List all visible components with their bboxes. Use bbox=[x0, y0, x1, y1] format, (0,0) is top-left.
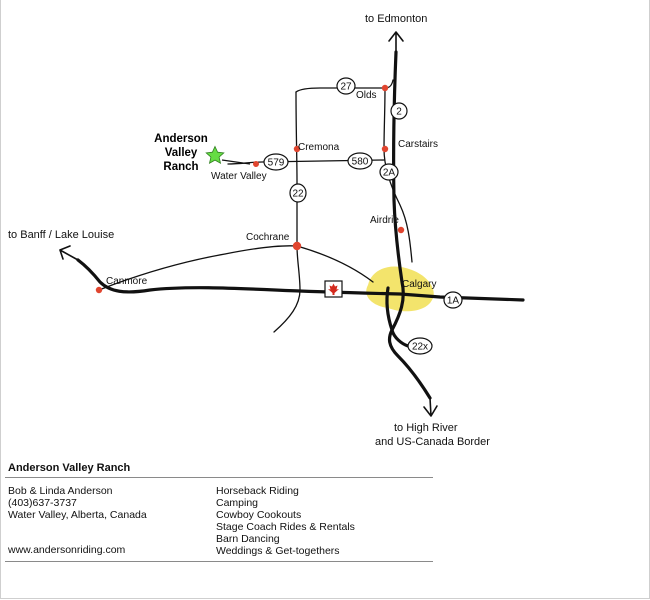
svg-text:Anderson: Anderson bbox=[154, 133, 208, 145]
dot-cochrane bbox=[293, 242, 301, 250]
svg-text:580: 580 bbox=[351, 156, 369, 168]
label-airdrie: Airdrie bbox=[370, 215, 399, 226]
phone-text[interactable]: (403)637-3737 bbox=[8, 497, 77, 509]
dot-airdrie bbox=[398, 227, 404, 233]
address-text: Water Valley, Alberta, Canada bbox=[8, 509, 147, 521]
service-item: Barn Dancing bbox=[216, 533, 280, 545]
shield-hwy22 bbox=[290, 184, 306, 202]
road-hwy22 bbox=[274, 92, 300, 332]
service-item: Horseback Riding bbox=[216, 485, 299, 497]
label-olds: Olds bbox=[356, 90, 377, 101]
svg-text:2: 2 bbox=[396, 106, 402, 118]
label-edmonton: to Edmonton bbox=[365, 13, 428, 25]
svg-text:579: 579 bbox=[267, 157, 285, 169]
label-us-border: and US-Canada Border bbox=[375, 436, 490, 448]
divider-top bbox=[5, 477, 433, 478]
label-calgary: Calgary bbox=[402, 279, 437, 290]
ranch-star-icon bbox=[206, 147, 224, 164]
label-high-river: to High River bbox=[394, 422, 458, 434]
dot-carstairs bbox=[382, 146, 388, 152]
ranch-info-title: Anderson Valley Ranch bbox=[8, 462, 131, 474]
arrow-south bbox=[424, 398, 437, 416]
dot-olds bbox=[382, 85, 388, 91]
label-banff: to Banff / Lake Louise bbox=[8, 229, 115, 241]
shield-hwy2 bbox=[391, 103, 407, 119]
svg-text:22: 22 bbox=[292, 188, 304, 200]
shield-hwy579 bbox=[264, 154, 288, 170]
svg-text:1A: 1A bbox=[446, 295, 460, 307]
arrow-north bbox=[389, 32, 403, 52]
dot-canmore bbox=[96, 287, 102, 293]
shield-hwy27 bbox=[337, 78, 355, 94]
shield-hwy580 bbox=[348, 153, 372, 169]
arrow-west bbox=[60, 246, 78, 260]
label-cremona: Cremona bbox=[298, 142, 340, 153]
contact-details bbox=[8, 485, 147, 521]
svg-text:Valley: Valley bbox=[164, 147, 198, 159]
svg-text:Ranch: Ranch bbox=[163, 161, 199, 173]
svg-text:2A: 2A bbox=[382, 167, 396, 179]
label-canmore: Canmore bbox=[106, 276, 148, 287]
label-carstairs: Carstairs bbox=[398, 139, 439, 150]
ranch-label bbox=[154, 133, 208, 173]
services-list bbox=[216, 485, 355, 557]
svg-text:27: 27 bbox=[340, 81, 352, 93]
label-water-valley: Water Valley bbox=[211, 171, 267, 182]
website-link[interactable]: www.andersonriding.com bbox=[8, 544, 126, 556]
shield-hwy1a bbox=[444, 292, 462, 308]
divider-bottom bbox=[5, 561, 433, 562]
road-cochrane-calgary bbox=[297, 246, 373, 282]
shield-hwy22x bbox=[408, 338, 432, 354]
owners-text: Bob & Linda Anderson bbox=[8, 485, 113, 497]
dot-water-valley bbox=[253, 161, 259, 167]
canada-flag-icon bbox=[325, 281, 342, 297]
service-item: Cowboy Cookouts bbox=[216, 509, 302, 521]
label-cochrane: Cochrane bbox=[246, 232, 290, 243]
shield-hwy2a bbox=[380, 164, 398, 180]
ranch-info-panel bbox=[0, 458, 650, 600]
service-item: Weddings & Get-togethers bbox=[216, 545, 340, 557]
service-item: Camping bbox=[216, 497, 259, 509]
service-item: Stage Coach Rides & Rentals bbox=[216, 521, 355, 533]
svg-text:22x: 22x bbox=[411, 341, 429, 353]
